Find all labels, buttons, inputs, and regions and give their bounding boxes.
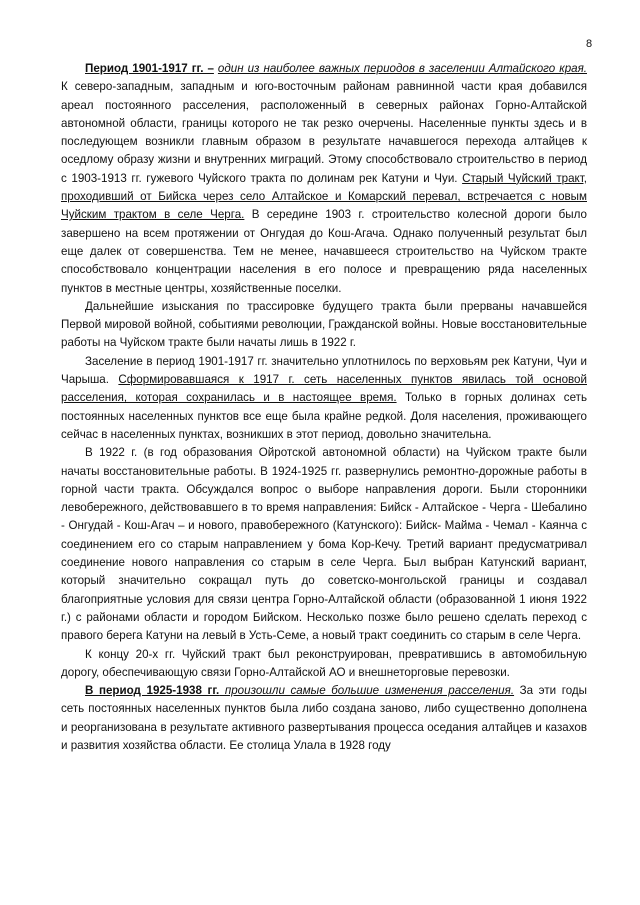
page-number: 8	[586, 38, 593, 50]
paragraph-period-1901-1917	[61, 60, 587, 298]
paragraph-text: За эти годы сеть постоянных населенных пунктов была либо создана заново, либо существенно дополнена и реорганизована в результате активного развертывания процесса оседания алтайцев и казахов и развития хозяйства области. Ее столица Улала в 1928 году	[61, 684, 587, 752]
body-text	[61, 60, 587, 755]
period-heading: Период 1901-1917 гг. –	[85, 62, 214, 75]
paragraph-1922: В 1922 г. (в год образования Ойротской автономной области) на Чуйском тракте были начаты восстановительные работы. В 1924-1925 гг. развернулись ремонтно-дорожные работы в горной части тракта. Обсуждался вопрос о выборе направления дороги. Были сторонники левобережного, действовавшего в то время направления: Бийск - Алтайское - Черга - Шебалино - Онгудай - Кош-Агач – и нового, правобережного (Катунского): Бийск- Майма - Чемал - Каянча с соединением его со старым направлением у бома Кор-Кечу. Третий вариант предусматривал соединение нового направления со старым в селе Черга. Был выбран Катунский вариант, который значительно сокращал путь до советско-монгольской границы и создавал благоприятные условия для связи центра Горно-Алтайской области (образованной 1 июня 1922 г.) с районами области и городом Бийском. Несколько позже было решено сделать переход с правого берега Катуни на левый в Усть-Семе, а новый тракт соединить со старым в селе Черга.	[61, 446, 587, 643]
period-heading-emphasis: один из наиболее важных периодов в заселении Алтайского края.	[217, 62, 587, 75]
underlined-statement: Сформировавшаяся к 1917 г. сеть населенных пунктов явилась той основой расселения, которая сохранилась и в настоящее время.	[61, 373, 587, 405]
paragraph-text: Только в горных долинах сеть постоянных населенных пунктов все еще была крайне редкой. Доля населения, проживающего сейчас в населенных пунктах, возникших в этот период, довольно значительна.	[61, 391, 587, 441]
paragraph-text: Заселение в период 1901-1917 гг. значительно уплотнилось по верховьям рек Катуни, Чуи и Чарыша.	[61, 354, 587, 387]
period-heading-emphasis: произошли самые большие изменения расселения.	[219, 684, 515, 698]
paragraph-settlement	[61, 353, 587, 444]
paragraph-text: К северо-западным, западным и юго-восточным районам равнинной части края добавился ареал постоянного расселения, расположенный в северных районах Горно-Алтайской автономной области, границы которого не так резко очерчены. Населенные пункты здесь и в последующем возникли главным образом в результате начавшегося перехода алтайцев к оседлому образу жизни и внутренних миграций. Этому способствовало строительство в период с 1903-1913 гг. гужевого Чуйского тракта по долинам рек Катуни и Чуи.	[61, 80, 587, 185]
paragraph-text: В середине 1903 г. строительство колесной дороги было завершено на всем протяжении от Онгудая до Кош-Агача. Однако полученный результат был еще далек от совершенства. Тем не менее, начавшееся строительство на Чуйском тракте способствовало концентрации населения в его полосе и превращению ряда населенных пунктов в местные центры, хозяйственные поселки.	[61, 208, 587, 295]
paragraph-surveys: Дальнейшие изыскания по трассировке будущего тракта были прерваны начавшейся Первой мировой войной, событиями революции, Гражданской войны. Новые восстановительные работы на Чуйском тракте были начаты лишь в 1922 г.	[61, 299, 587, 350]
paragraph-late-20s: К концу 20-х гг. Чуйский тракт был реконструирован, превратившись в автомобильную дорогу, обеспечивающую связи Горно-Алтайской АО и внешнеторговые перевозки.	[61, 647, 587, 679]
paragraph-period-1925-1938	[61, 682, 587, 755]
period-heading: В период 1925-1938 гг.	[85, 684, 220, 698]
underlined-statement: Старый Чуйский тракт, проходивший от Бийска через село Алтайское и Комарский перевал, встречается с новым Чуйским трактом в селе Черга.	[61, 171, 587, 222]
